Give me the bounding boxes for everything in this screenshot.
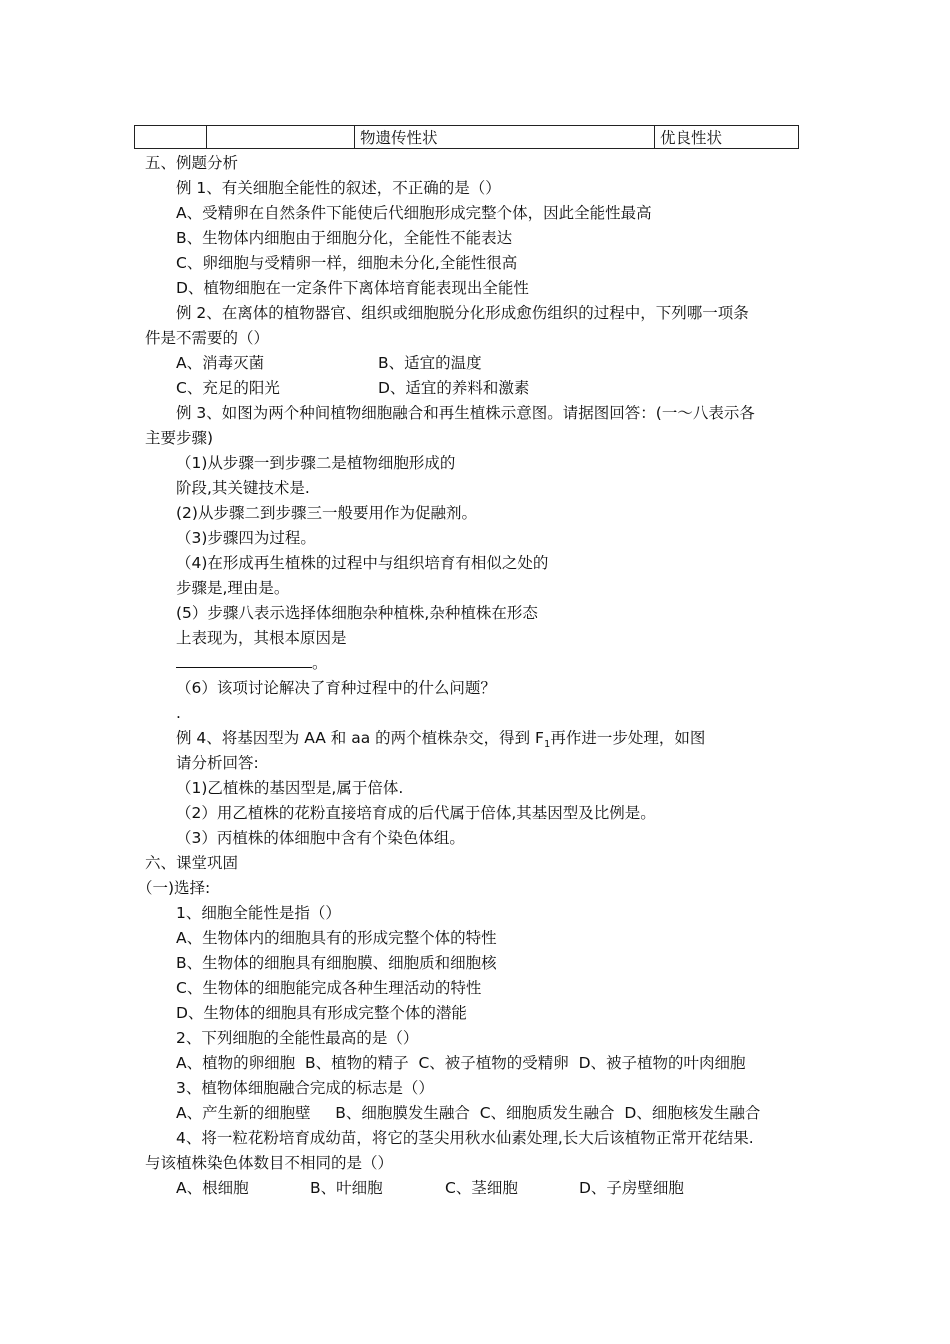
- sub-question: （1)乙植株的基因型是,属于倍体.: [176, 779, 404, 797]
- answer-blank-line: [176, 653, 328, 673]
- dot-text: .: [176, 704, 181, 722]
- option-text: B、适宜的温度: [378, 354, 482, 372]
- answer-blank: [176, 653, 312, 668]
- sub-question: 阶段,其关键技术是.: [176, 479, 310, 497]
- sub-question: （2）用乙植株的花粉直接培育成的后代属于倍体,其基因型及比例是。: [176, 804, 656, 822]
- question-text: 例 2、在离体的植物器官、组织或细胞脱分化形成愈伤组织的过程中，下列哪一项条: [176, 304, 749, 322]
- section-heading: 五、例题分析: [145, 154, 239, 172]
- section-heading: 六、课堂巩固: [145, 854, 239, 872]
- option-text: A、产生新的细胞壁 B、细胞膜发生融合 C、细胞质发生融合 D、细胞核发生融合: [176, 1104, 761, 1122]
- table-cell: [135, 126, 207, 148]
- sub-question: (2)从步骤二到步骤三一般要用作为促融剂。: [176, 504, 477, 522]
- sub-question: 上表现为，其根本原因是: [176, 629, 347, 647]
- option-text: B、叶细胞: [310, 1179, 383, 1197]
- table-cell: [207, 126, 355, 148]
- question-text: 1、细胞全能性是指（）: [176, 904, 341, 922]
- question-text: 主要步骤): [145, 429, 214, 447]
- option-text: B、生物体的细胞具有细胞膜、细胞质和细胞核: [176, 954, 497, 972]
- question-text: 例 4、将基因型为 AA 和 aa 的两个植株杂交，得到 $F_1$再作进一步处理，如图: [176, 729, 706, 751]
- option-text: A、生物体内的细胞具有的形成完整个体的特性: [176, 929, 497, 947]
- option-text: A、根细胞: [176, 1179, 249, 1197]
- option-text: C、生物体的细胞能完成各种生理活动的特性: [176, 979, 482, 997]
- option-text: A、植物的卵细胞 B、植物的精子 C、被子植物的受精卵 D、被子植物的叶肉细胞: [176, 1054, 746, 1072]
- option-text: C、充足的阳光: [176, 379, 280, 397]
- sub-question: (5）步骤八表示选择体细胞杂种植株,杂种植株在形态: [176, 604, 538, 622]
- option-text: D、适宜的养料和激素: [378, 379, 530, 397]
- question-text: 请分析回答:: [176, 754, 259, 772]
- question-text: 件是不需要的（）: [145, 329, 270, 347]
- question-text: 例 3、如图为两个种间植物细胞融合和再生植株示意图。请据图回答：(一～八表示各: [176, 404, 755, 422]
- option-text: A、消毒灭菌: [176, 354, 265, 372]
- question-text: 4、将一粒花粉培育成幼苗，将它的茎尖用秋水仙素处理,长大后该植物正常开花结果.: [176, 1129, 754, 1147]
- sub-question: （3)步骤四为过程。: [176, 529, 316, 547]
- subsection-heading: （一)选择:: [137, 879, 211, 897]
- option-text: D、子房壁细胞: [579, 1179, 684, 1197]
- sub-question: （3）丙植株的体细胞中含有个染色体组。: [176, 829, 465, 847]
- question-text: 2、下列细胞的全能性最高的是（）: [176, 1029, 419, 1047]
- table-cell: 优良性状: [660, 129, 723, 147]
- option-text: D、植物细胞在一定条件下离体培育能表现出全能性: [176, 279, 529, 297]
- sub-question: （1)从步骤一到步骤二是植物细胞形成的: [176, 454, 456, 472]
- period: 。: [312, 654, 328, 672]
- question-text: 与该植株染色体数目不相同的是（）: [145, 1154, 394, 1172]
- table-cell: 物遗传性状: [355, 126, 655, 148]
- question-text: 3、植物体细胞融合完成的标志是（）: [176, 1079, 434, 1097]
- sub-question: （6）该项讨论解决了育种过程中的什么问题？: [176, 679, 496, 697]
- option-text: A、受精卵在自然条件下能使后代细胞形成完整个体，因此全能性最高: [176, 204, 652, 222]
- option-text: C、茎细胞: [445, 1179, 518, 1197]
- table-row: [134, 125, 799, 149]
- option-text: C、卵细胞与受精卵一样，细胞未分化,全能性很高: [176, 254, 518, 272]
- sub-question: 步骤是,理由是。: [176, 579, 290, 597]
- sub-question: （4)在形成再生植株的过程中与组织培育有相似之处的: [176, 554, 549, 572]
- option-text: D、生物体的细胞具有形成完整个体的潜能: [176, 1004, 467, 1022]
- option-text: B、生物体内细胞由于细胞分化，全能性不能表达: [176, 229, 513, 247]
- question-text: 例 1、有关细胞全能性的叙述，不正确的是（）: [176, 179, 501, 197]
